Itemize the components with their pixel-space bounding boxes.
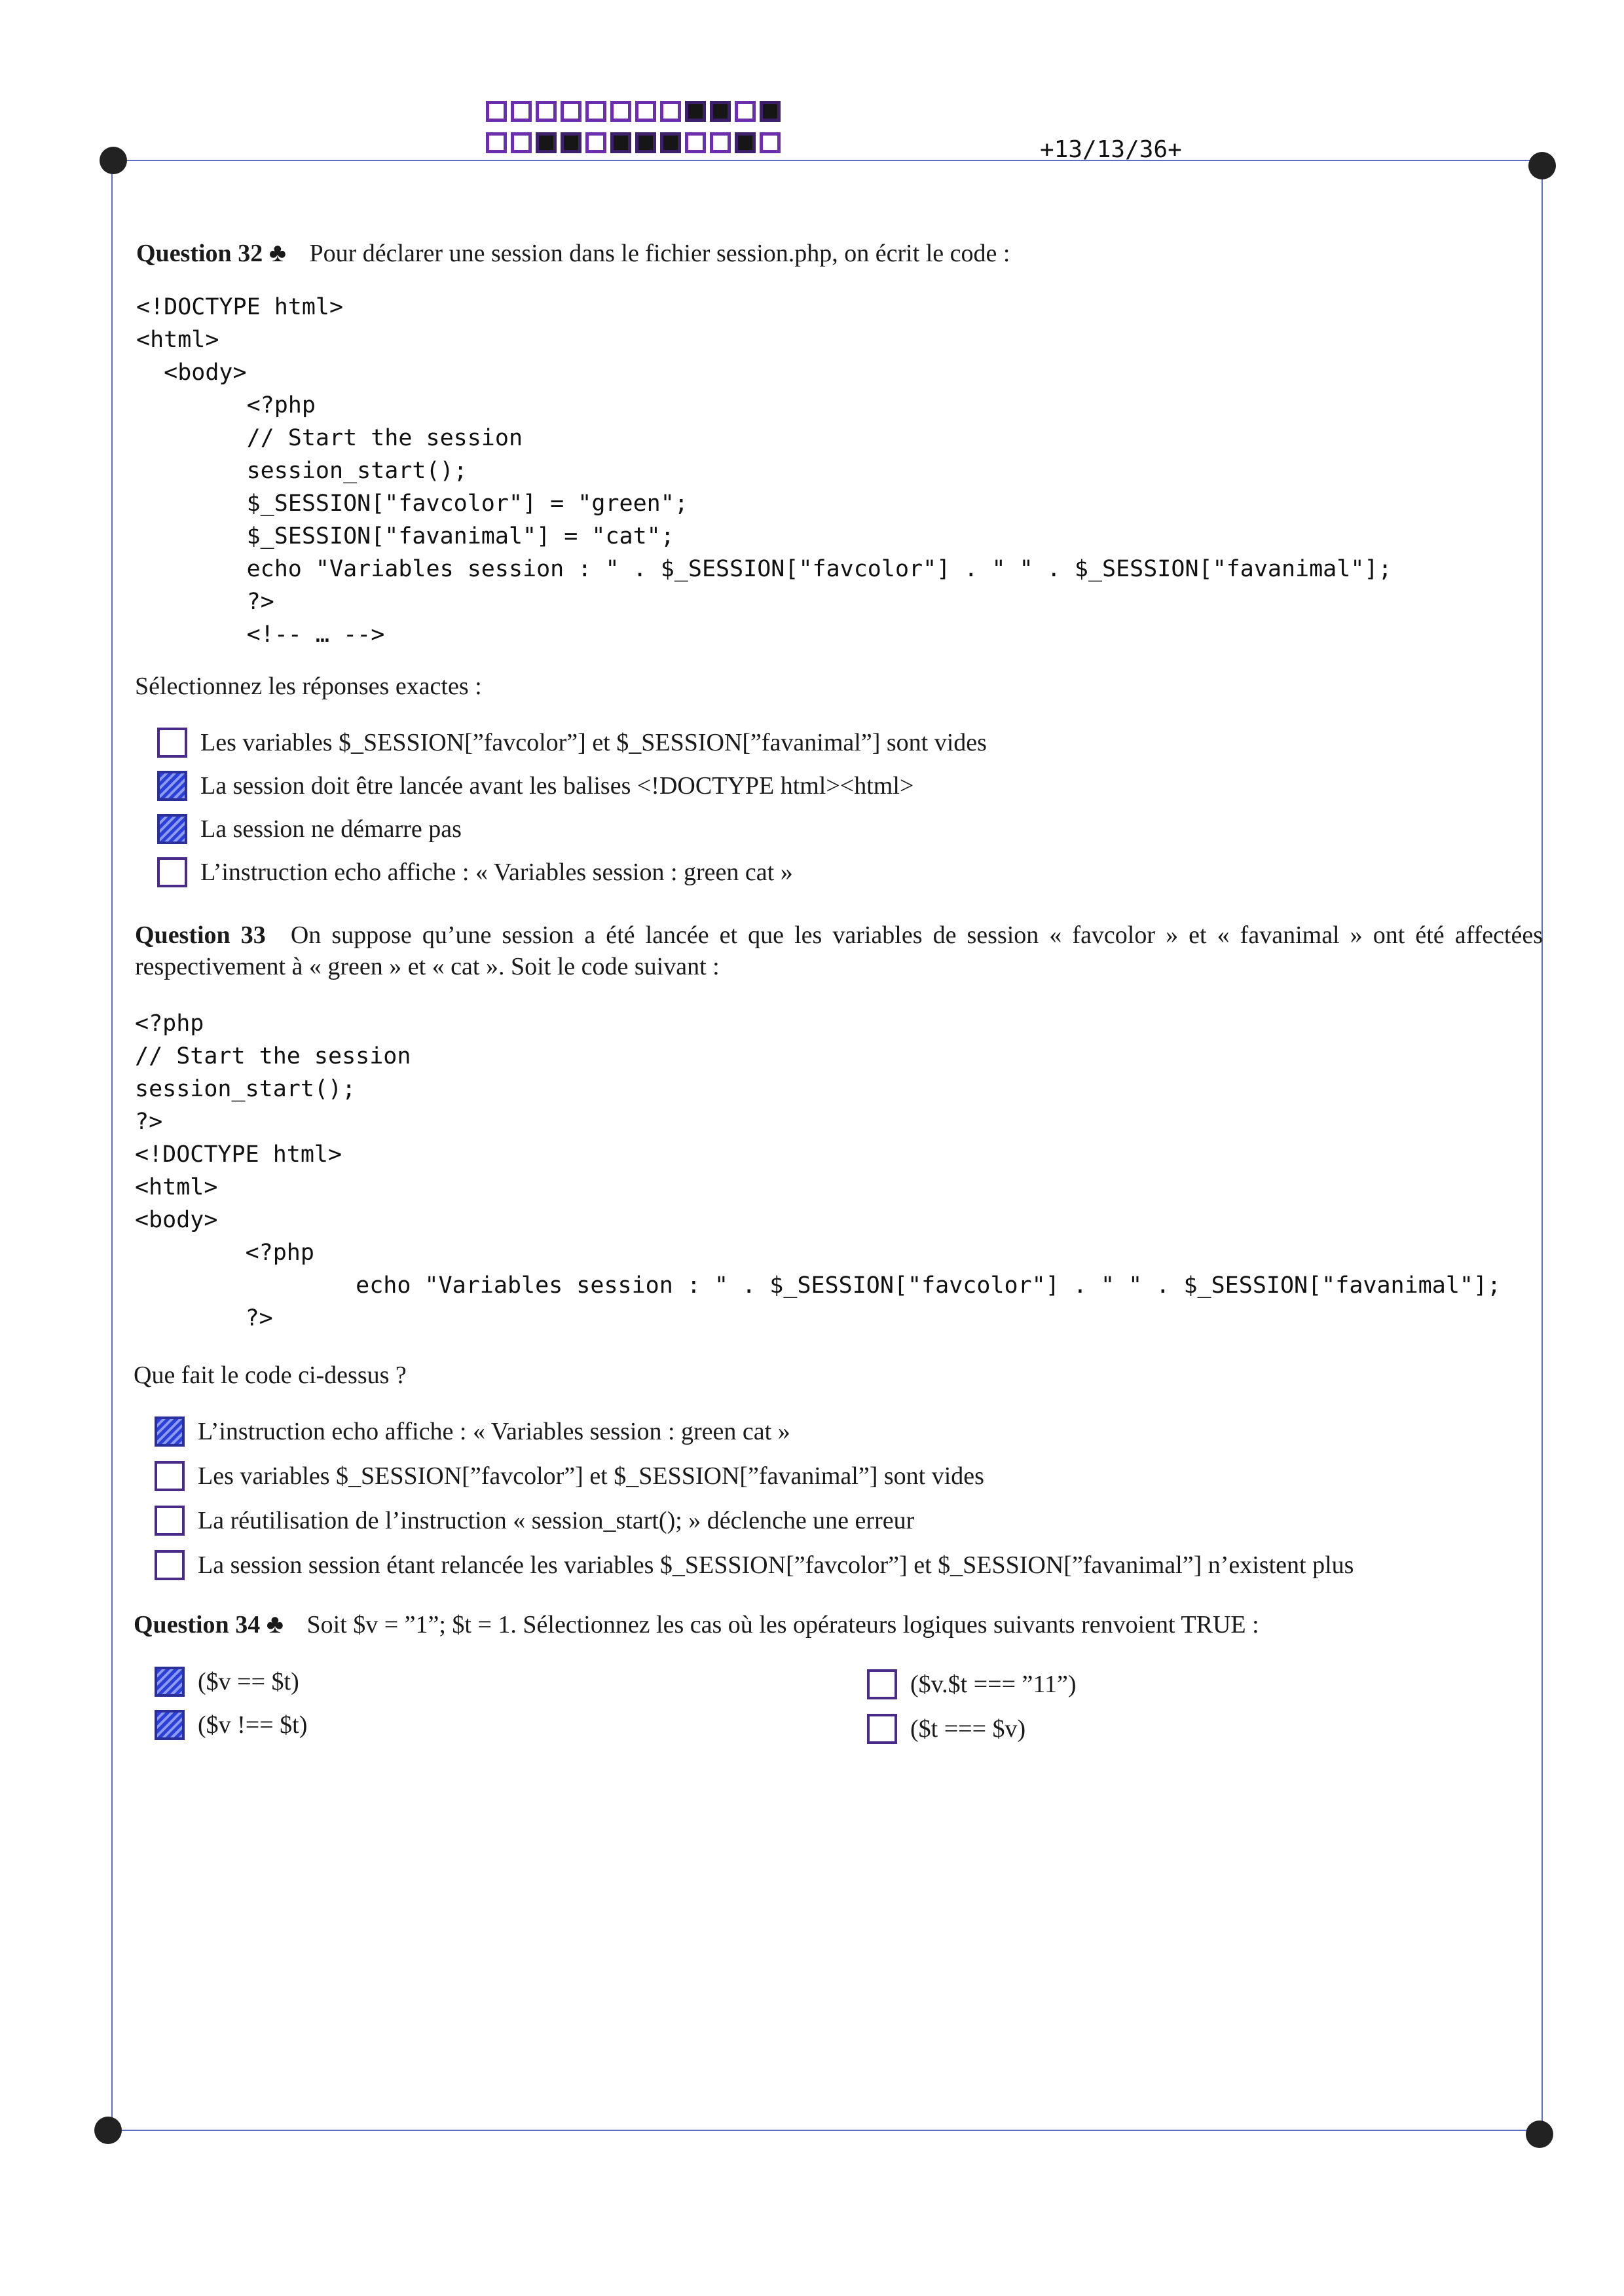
- frame-bottom-line: [115, 2130, 1543, 2131]
- answer-checkbox[interactable]: [155, 1461, 185, 1491]
- id-code-box: [511, 132, 532, 153]
- id-code-row-2: [486, 132, 781, 153]
- answer-option[interactable]: [157, 812, 462, 846]
- question-33-title: Question 33: [135, 921, 266, 949]
- id-code-box: [536, 132, 557, 153]
- question-33-prompt: On suppose qu’une session a été lancée et que les variables de session « favcolor » et « favanimal » ont été affectées respectivement à « green » et « cat ». Soit le code suivant :: [135, 921, 1543, 980]
- id-code-box: [486, 132, 507, 153]
- id-code-box: [760, 101, 781, 122]
- answer-option[interactable]: [157, 855, 793, 889]
- answer-checkbox-checked[interactable]: [155, 1710, 185, 1740]
- id-code-box: [585, 101, 606, 122]
- frame-top-line: [115, 160, 1543, 161]
- answer-label: L’instruction echo affiche : « Variables session : green cat »: [198, 1418, 790, 1445]
- answer-label: Les variables $_SESSION[”favcolor”] et $_SESSION[”favanimal”] sont vides: [198, 1462, 984, 1490]
- answer-option[interactable]: [155, 1708, 307, 1742]
- answer-checkbox-checked[interactable]: [155, 1667, 185, 1697]
- id-code-box: [635, 132, 656, 153]
- answer-label: ($v !== $t): [198, 1711, 308, 1739]
- frame-left-line: [111, 164, 113, 2128]
- question-34-header: [134, 1608, 1259, 1640]
- question-33-code: <?php // Start the session session_start(); ?> <!DOCTYPE html> <html> <body> <?php echo "Variables session : " . $_SESSION["favcolor"] . " " . $_SESSION["favanimal"]; ?>: [135, 1010, 1502, 1331]
- answer-label: La session session étant relancée les variables $_SESSION[”favcolor”] et $_SESSION[”favanimal”] n’existent plus: [198, 1551, 1354, 1579]
- question-32-prompt: Pour déclarer une session dans le fichier session.php, on écrit le code :: [309, 240, 1010, 267]
- frame-right-line: [1541, 164, 1543, 2128]
- id-code-box: [635, 101, 656, 122]
- question-34-prompt: Soit $v = ”1”; $t = 1. Sélectionnez les cas où les opérateurs logiques suivants renvoient TRUE :: [306, 1611, 1259, 1639]
- question-32-code: <!DOCTYPE html> <html> <body> <?php // Start the session session_start(); $_SESSION["favcolor"] = "green"; $_SESSION["favanimal"] = "cat"; echo "Variables session : " . $_SESSION["favcolor"] . " " . $_SESSION["favanimal"]; ?> <!-- … -->: [136, 294, 1392, 648]
- question-32-instruction: Sélectionnez les réponses exactes :: [135, 673, 482, 700]
- id-code-box: [760, 132, 781, 153]
- answer-label: L’instruction echo affiche : « Variables session : green cat »: [200, 859, 793, 886]
- answer-label: La réutilisation de l’instruction « session_start(); » déclenche une erreur: [198, 1507, 915, 1534]
- id-code-box: [735, 132, 756, 153]
- answer-label: ($t === $v): [910, 1715, 1026, 1743]
- answer-label: ($v.$t === ”11”): [910, 1671, 1077, 1698]
- id-code-box: [486, 101, 507, 122]
- answer-label: La session doit être lancée avant les balises <!DOCTYPE html><html>: [200, 772, 914, 800]
- answer-checkbox[interactable]: [157, 857, 187, 887]
- answer-option[interactable]: [867, 1712, 1025, 1746]
- answer-option[interactable]: [155, 1459, 984, 1493]
- id-code-box: [685, 132, 706, 153]
- answer-checkbox-checked[interactable]: [157, 814, 187, 844]
- answer-option[interactable]: [157, 726, 987, 760]
- answer-checkbox[interactable]: [867, 1669, 897, 1699]
- question-33-instruction: Que fait le code ci-dessus ?: [134, 1361, 407, 1389]
- question-33-header: [135, 919, 1543, 982]
- answer-checkbox[interactable]: [157, 728, 187, 758]
- id-code-row-1: [486, 101, 781, 122]
- id-code-box: [735, 101, 756, 122]
- page-code: +13/13/36+: [1040, 136, 1182, 163]
- id-code-box: [511, 101, 532, 122]
- id-code-box: [610, 132, 631, 153]
- id-code-box: [585, 132, 606, 153]
- id-code-box: [685, 101, 706, 122]
- corner-marker-top-left: [100, 147, 127, 174]
- question-32-header: [136, 237, 1010, 269]
- corner-marker-top-right: [1528, 152, 1556, 179]
- answer-option[interactable]: [155, 1415, 790, 1449]
- answer-label: Les variables $_SESSION[”favcolor”] et $_SESSION[”favanimal”] sont vides: [200, 729, 987, 756]
- id-code-box: [610, 101, 631, 122]
- id-code-box: [660, 101, 681, 122]
- club-icon: ♣: [268, 238, 286, 267]
- id-code-box: [561, 132, 581, 153]
- answer-label: La session ne démarre pas: [200, 815, 462, 843]
- id-code-box: [536, 101, 557, 122]
- club-icon: ♣: [266, 1609, 284, 1639]
- answer-checkbox-checked[interactable]: [157, 771, 187, 801]
- answer-option[interactable]: [155, 1548, 1354, 1582]
- question-34-title: Question 34: [134, 1611, 261, 1639]
- id-code-box: [710, 132, 731, 153]
- answer-option[interactable]: [867, 1667, 1077, 1701]
- answer-checkbox[interactable]: [867, 1714, 897, 1744]
- corner-marker-bottom-left: [94, 2117, 122, 2144]
- answer-option[interactable]: [157, 769, 913, 803]
- answer-label: ($v == $t): [198, 1668, 299, 1695]
- answer-checkbox[interactable]: [155, 1550, 185, 1580]
- question-32-title: Question 32: [136, 240, 263, 267]
- id-code-box: [561, 101, 581, 122]
- answer-option[interactable]: [155, 1665, 299, 1699]
- id-code-box: [710, 101, 731, 122]
- answer-checkbox-checked[interactable]: [155, 1416, 185, 1447]
- answer-checkbox[interactable]: [155, 1506, 185, 1536]
- corner-marker-bottom-right: [1526, 2120, 1553, 2148]
- id-code-box: [660, 132, 681, 153]
- answer-option[interactable]: [155, 1504, 914, 1538]
